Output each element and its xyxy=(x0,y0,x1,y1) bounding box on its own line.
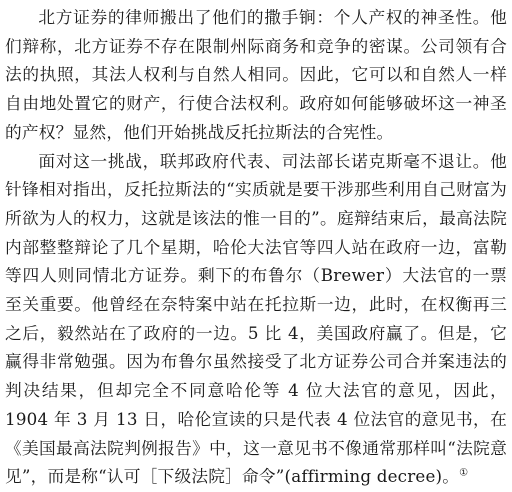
footnote-marker: ① xyxy=(459,467,469,479)
paragraph-1 xyxy=(5,3,507,147)
paragraph-2 xyxy=(5,147,507,491)
paragraph-1-text: 北方证券的律师搬出了他们的撒手锏：个人产权的神圣性。他们辩称，北方证券不存在限制州际商务和竞争的密谋。公司领有合法的执照，其法人权利与自然人相同。因此，它可以和自然人一样自由地处置它的财产，行使合法权利。政府如何能够破坏这一神圣的产权？显然，他们开始挑战反托拉斯法的合宪性。 xyxy=(5,7,507,142)
paragraph-2-text: 面对这一挑战，联邦政府代表、司法部长诺克斯毫不退让。他针锋相对指出，反托拉斯法的“实质就是要干涉那些利用自己财富为所欲为人的权力，这就是该法的惟一目的”。庭辩结束后，最高法院内部整整辩论了几个星期，哈伦大法官等四人站在政府一边，富勒等四人则同情北方证券。剩下的布鲁尔（Brewer）大法官的一票至关重要。他曾经在奈特案中站在托拉斯一边，此时，在权衡再三之后，毅然站在了政府的一边。5 比 4，美国政府赢了。但是，它赢得非常勉强。因为布鲁尔虽然接受了北方证券公司合并案违法的判决结果，但却完全不同意哈伦等 4 位大法官的意见，因此，1904 年 3 月 13 日，哈伦宣读的只是代表 4 位法官的意见书，在《美国最高法院判例报告》中，这一意见书不像通常那样叫“法院意见”，而是称“认可［下级法院］命令”(affirming decree)。 xyxy=(5,150,507,487)
